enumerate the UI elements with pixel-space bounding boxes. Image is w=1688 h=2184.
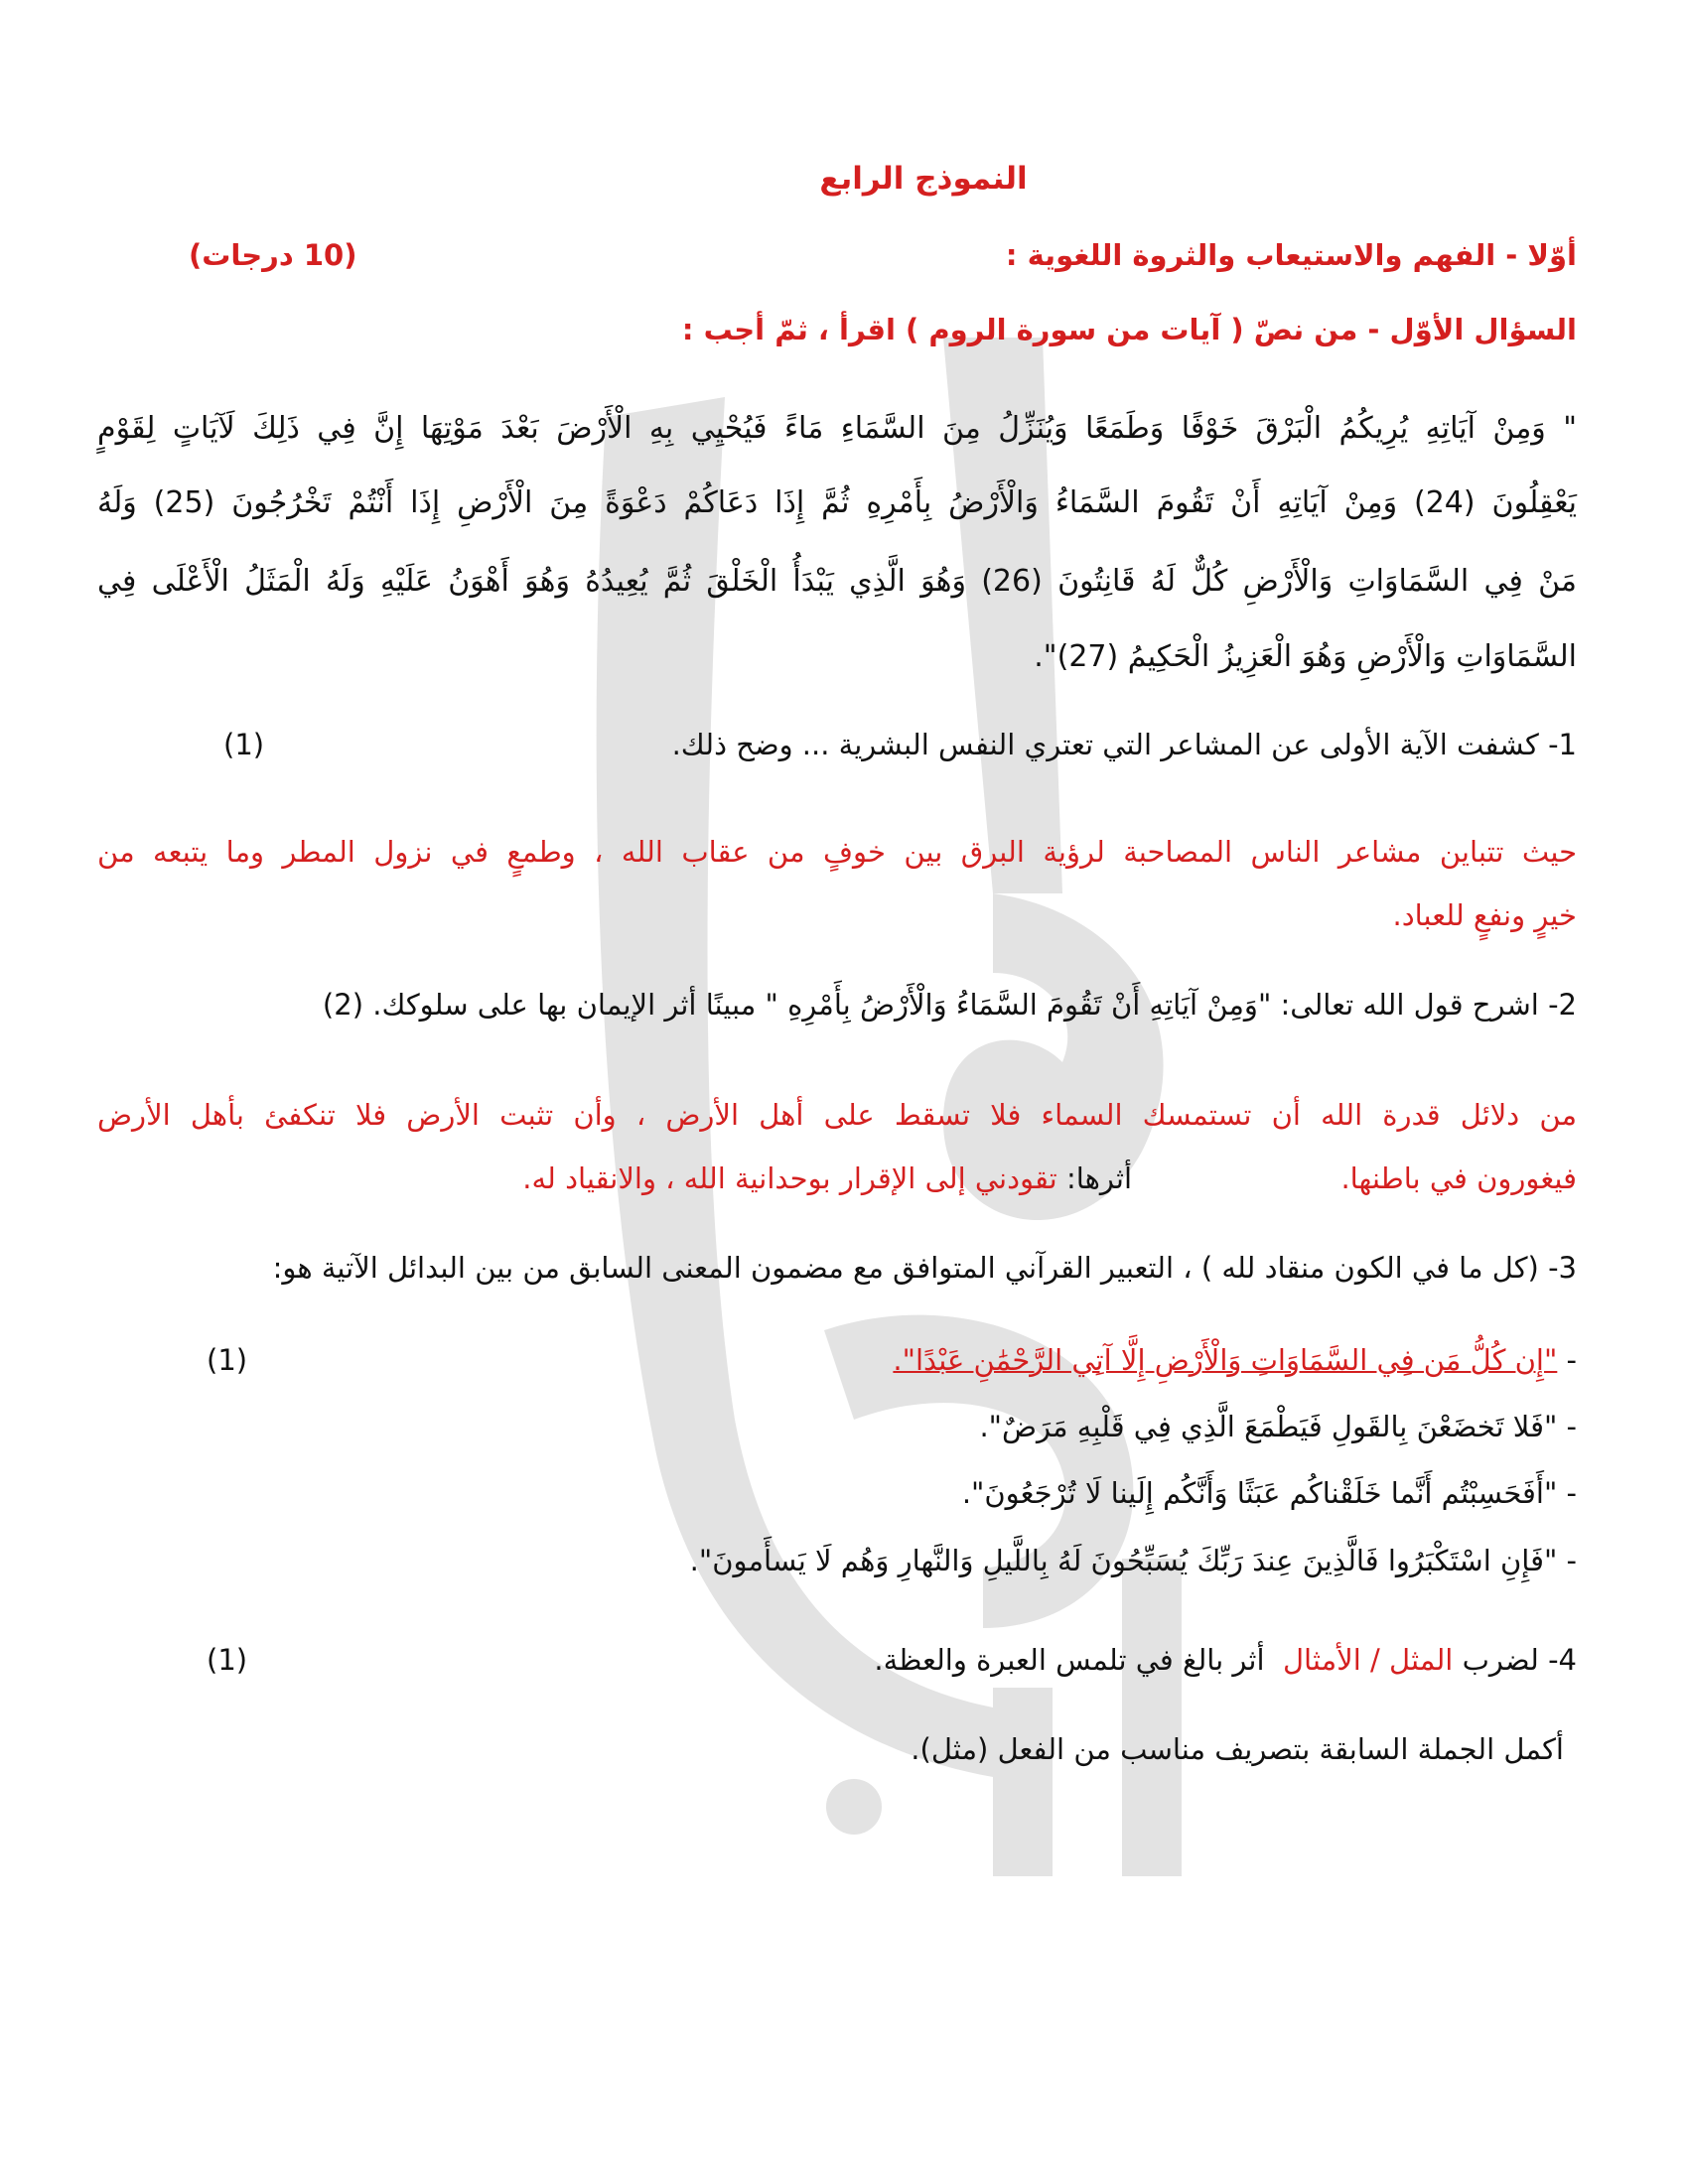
q2-answer-line-1: من دلائل قدرة الله أن تستمسك السماء فلا تسقط على أهل الأرض ، وأن تثبت الأرض فلا تنكفئ بأهل الأرض	[97, 1098, 1577, 1132]
q2-answer-line-2: فيغورون في باطنها.	[1340, 1161, 1577, 1195]
verse-line-2: يَعْقِلُونَ (24) وَمِنْ آيَاتِهِ أَنْ تَقُومَ السَّمَاءُ وَالْأَرْضُ بِأَمْرِهِ ثُمَّ إِذَا دَعَاكُمْ دَعْوَةً مِنَ الْأَرْضِ إِذَا أَنْتُمْ تَخْرُجُونَ (25) وَلَهُ	[97, 485, 1578, 520]
q2-text: 2- اشرح قول الله تعالى: "وَمِنْ آيَاتِهِ أَنْ تَقُومَ السَّمَاءُ وَالْأَرْضُ بِأَمْرِهِ " مبينًا أثر الإيمان بها على سلوكك. (2)	[322, 988, 1577, 1022]
option-dash: -	[1566, 1476, 1577, 1510]
q4-instruction: أكمل الجملة السابقة بتصريف مناسب من الفعل (مثل).	[911, 1732, 1564, 1766]
q3-option-1	[893, 1343, 1577, 1377]
q1-answer-line-1: حيث تتباين مشاعر الناس المصاحبة لرؤية البرق بين خوفٍ من عقاب الله ، وطمعٍ في نزول المطر وما يتبعه من	[97, 835, 1577, 869]
question1-heading: السؤال الأوّل - من نصّ ( آيات من سورة الروم ) اقرأ ، ثمّ أجب :	[681, 313, 1577, 346]
q3-option-2	[979, 1410, 1577, 1443]
verse-line-4: السَّمَاوَاتِ وَالْأَرْضِ وَهُوَ الْعَزِيزُ الْحَكِيمُ (27)".	[1034, 639, 1577, 674]
q4-prefix: 4- لضرب	[1462, 1643, 1577, 1677]
q1-answer-line-2: خيرٍ ونفعٍ للعباد.	[1392, 898, 1577, 932]
q2-effect-label: أثرها:	[1065, 1161, 1132, 1195]
q2-effect	[522, 1161, 1132, 1195]
q4-mark: (1)	[207, 1643, 248, 1677]
q4-suffix: أثر بالغ في تلمس العبرة والعظة.	[874, 1643, 1265, 1677]
section-marks: (10 درجات)	[189, 238, 357, 272]
verse-line-1: " وَمِنْ آيَاتِهِ يُرِيكُمُ الْبَرْقَ خَوْفًا وَطَمَعًا وَيُنَزِّلُ مِنَ السَّمَاءِ مَاءً فَيُحْيِي بِهِ الْأَرْضَ بَعْدَ مَوْتِهَا إِنَّ فِي ذَلِكَ لَآيَاتٍ لِقَوْمٍ	[97, 411, 1577, 446]
q3-option-4	[690, 1544, 1577, 1577]
q3-mark: (1)	[207, 1343, 248, 1377]
q4-answer: المثل / الأمثال	[1282, 1643, 1454, 1677]
q3-option-2-text: "فَلا تَخضَعْنَ بِالقَولِ فَيَطْمَعَ الَّذِي فِي قَلْبِهِ مَرَضٌ".	[979, 1410, 1558, 1443]
verse-line-3: مَنْ فِي السَّمَاوَاتِ وَالْأَرْضِ كُلٌّ لَهُ قَانِتُونَ (26) وَهُوَ الَّذِي يَبْدَأُ الْخَلْقَ ثُمَّ يُعِيدُهُ وَهُوَ أَهْوَنُ عَلَيْهِ وَلَهُ الْمَثَلُ الْأَعْلَى فِي	[97, 564, 1577, 599]
q1-mark: (1)	[223, 728, 265, 761]
option-dash: -	[1566, 1343, 1577, 1377]
q1-text: 1- كشفت الآية الأولى عن المشاعر التي تعتري النفس البشرية ... وضح ذلك.	[671, 728, 1577, 761]
q2-effect-text: تقودني إلى الإقرار بوحدانية الله ، والانقياد له.	[522, 1161, 1057, 1195]
page-title: النموذج الرابع	[819, 161, 1028, 197]
q3-option-3-text: "أَفَحَسِبْتُم أَنَّما خَلَقْناكُم عَبَثًا وَأَنَّكُم إِلَينا لَا تُرْجَعُونَ".	[961, 1476, 1558, 1510]
q3-text: 3- (كل ما في الكون منقاد لله ) ، التعبير القرآني المتوافق مع مضمون المعنى السابق من بين البدائل الآتية هو:	[272, 1251, 1577, 1285]
option-dash: -	[1566, 1544, 1577, 1577]
q4-text	[874, 1643, 1577, 1677]
option-dash: -	[1566, 1410, 1577, 1443]
q3-option-1-text: "إِن كُلُّ مَن فِي السَّمَاوَاتِ وَالْأَرْضِ إِلَّا آتِي الرَّحْمَٰنِ عَبْدًا".	[893, 1343, 1558, 1377]
q3-option-4-text: "فَإِنِ اسْتَكْبَرُوا فَالَّذِينَ عِندَ رَبِّكَ يُسَبِّحُونَ لَهُ بِاللَّيلِ وَالنَّهارِ وَهُم لَا يَسأَمونَ".	[689, 1544, 1558, 1577]
section-heading: أوّلا - الفهم والاستيعاب والثروة اللغوية :	[1005, 238, 1577, 272]
q3-option-3	[962, 1476, 1577, 1510]
